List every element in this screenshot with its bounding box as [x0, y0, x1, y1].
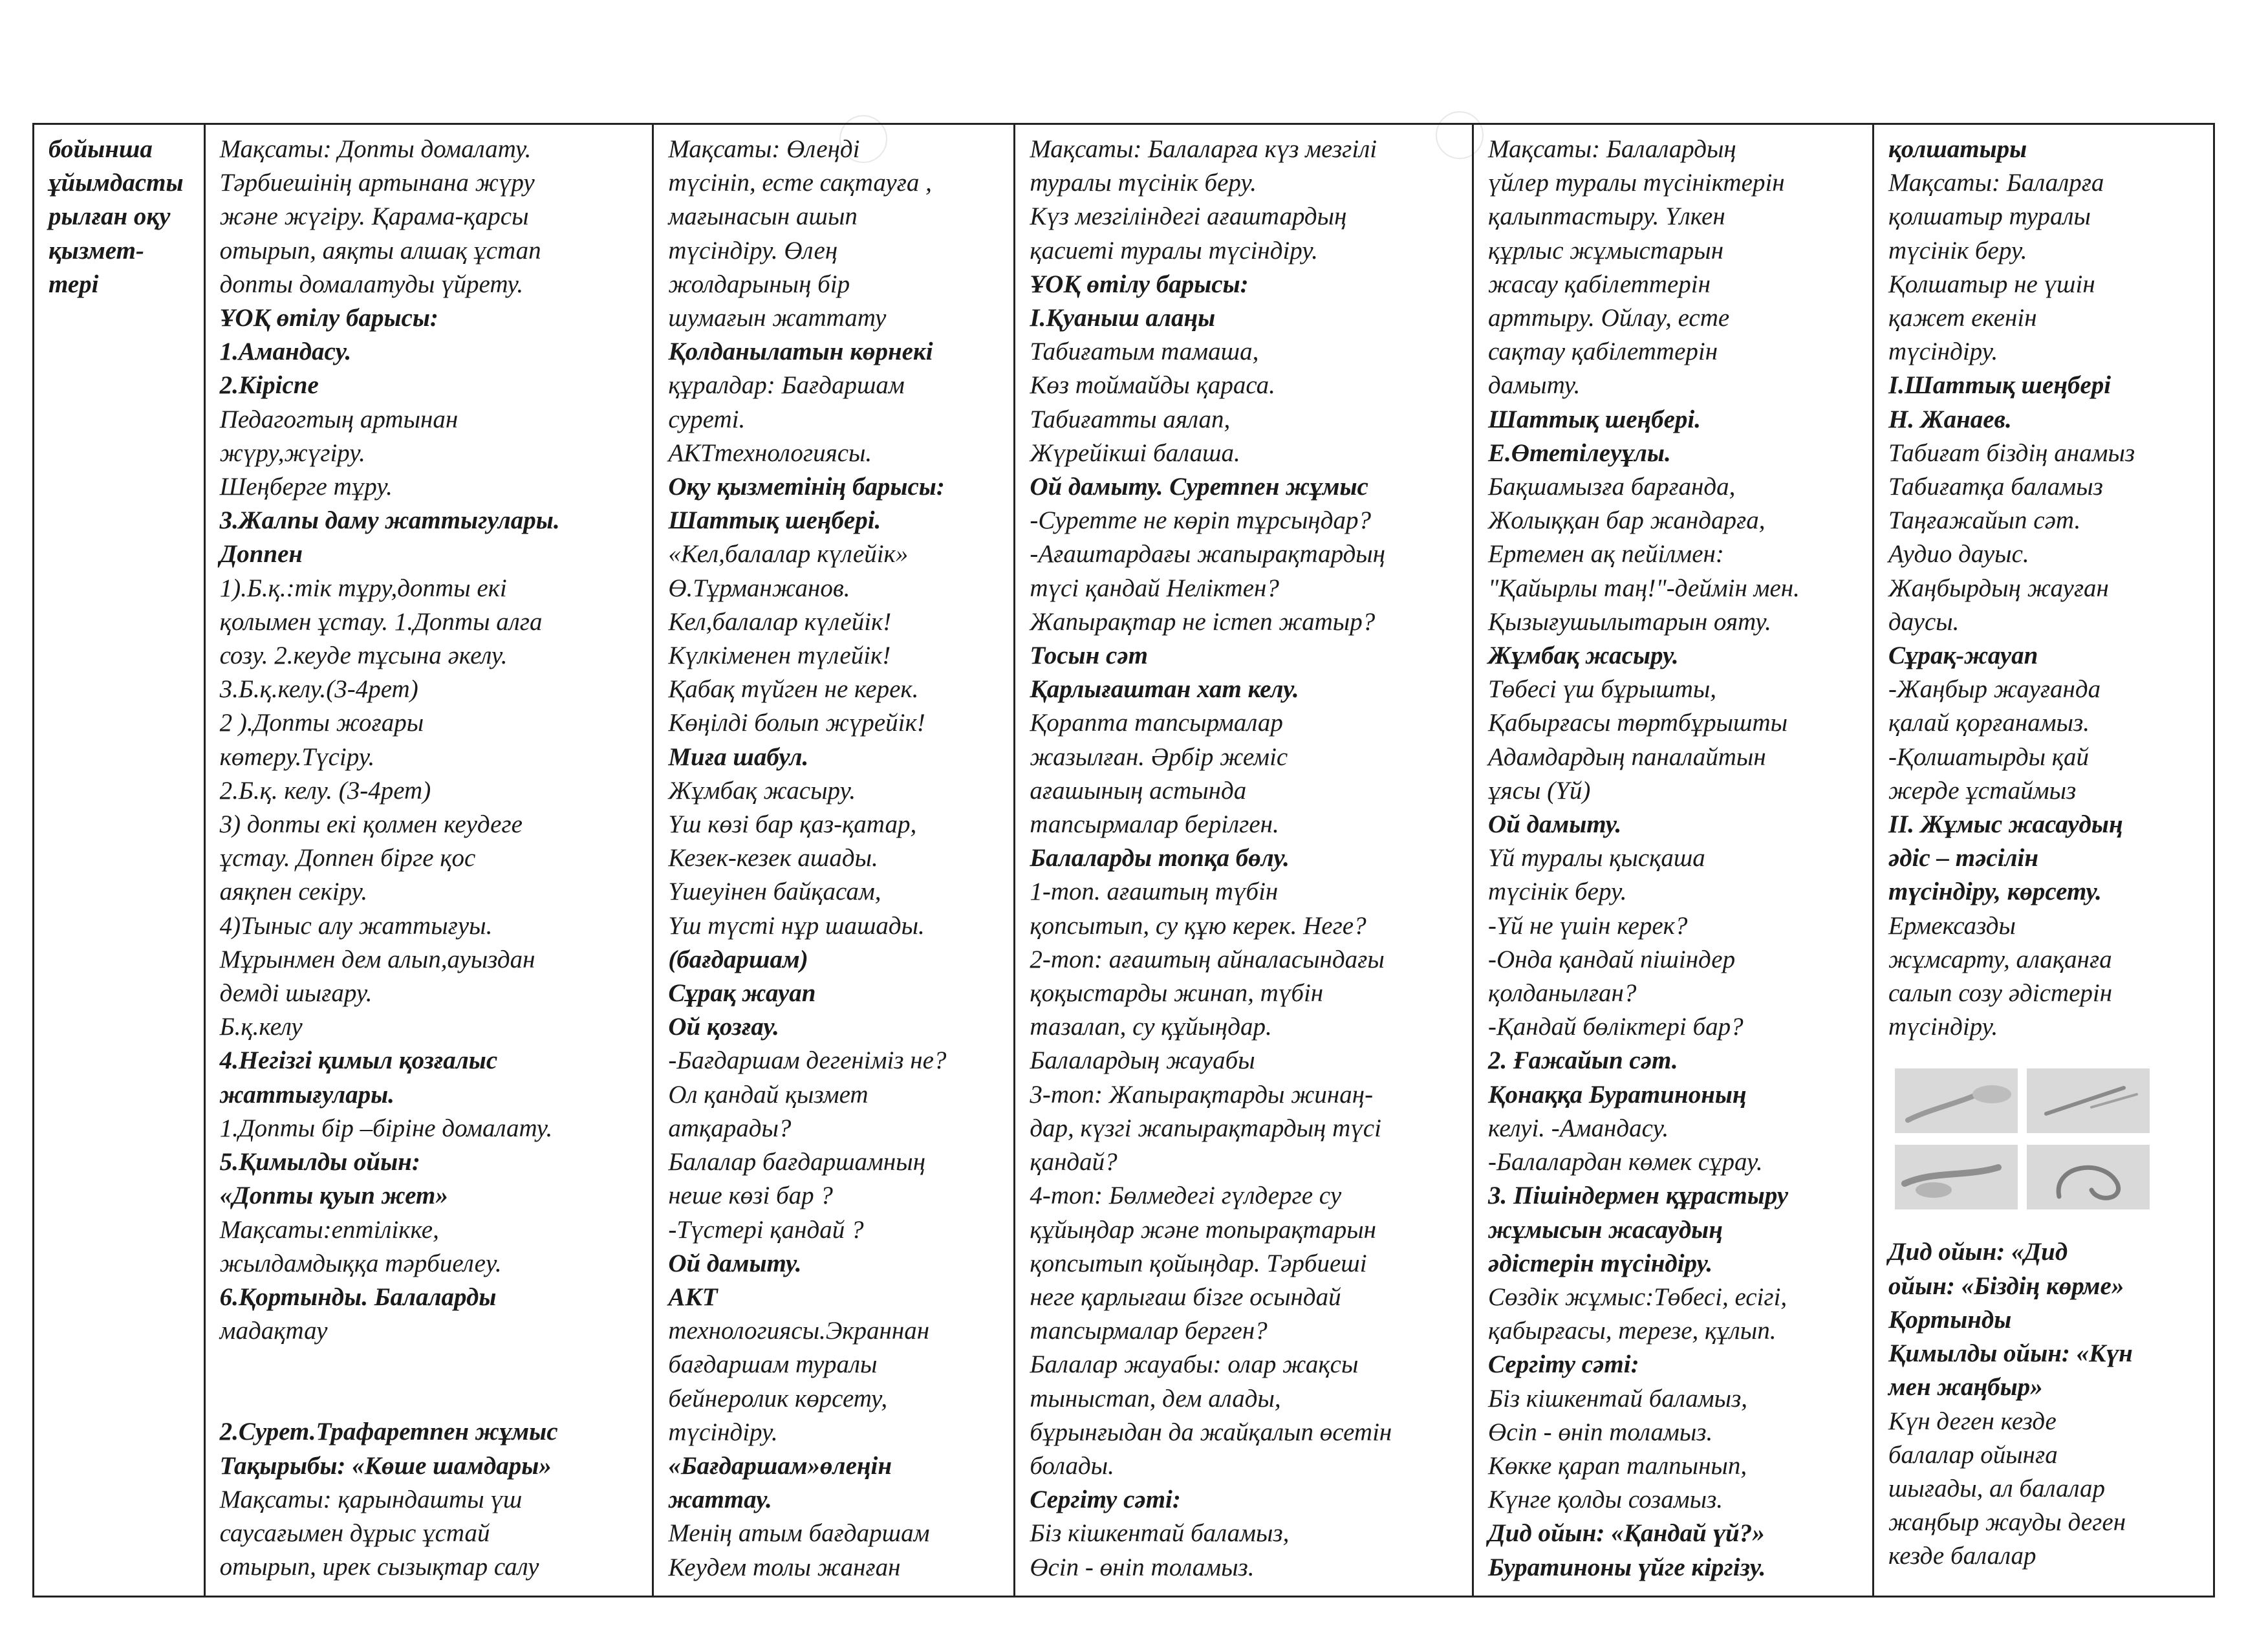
text-line: болады.	[1030, 1451, 1114, 1480]
bold-text-line: 6.Қортынды. Балаларды	[219, 1283, 497, 1311]
text-line: суреті.	[668, 405, 746, 433]
text-line: тапсырмалар берілген.	[1030, 810, 1279, 839]
text-line: Мақсаты: Балаларға күз мезгілі	[1030, 135, 1377, 163]
text-line: 1).Б.қ.:тік тұру,допты екі	[219, 574, 507, 602]
text-line: тапсырмалар берген?	[1030, 1317, 1268, 1345]
text-line: демді шығару.	[219, 979, 373, 1008]
bold-text-line: Ой дамыту.	[1488, 810, 1622, 839]
bold-text-line: Буратиноны үйге кіргізу.	[1488, 1553, 1766, 1581]
text-line: Үш көзі бар қаз-қатар,	[668, 810, 917, 839]
text-line: түсіндіру.	[1888, 338, 1998, 366]
bold-text-line: Шаттық шеңбері.	[668, 506, 881, 535]
text-line: және жүгіру. Қарама-қарсы	[219, 202, 529, 231]
bold-text-line: 2.Сурет.Трафаретпен жұмыс	[219, 1418, 558, 1446]
bold-text-line: Қортынды	[1888, 1305, 2012, 1334]
text-line: Кел,балалар күлейік!	[668, 607, 892, 636]
text-line: дар, күзгі жапырақтардың түсі	[1030, 1114, 1381, 1142]
friday-column	[1874, 125, 2213, 1596]
bold-text-line: Миға шабул.	[668, 742, 809, 771]
text-line: Аудио дауыс.	[1888, 540, 2029, 568]
text-line: Балалар бағдаршамның	[668, 1148, 926, 1176]
text-line: бағдаршам туралы	[668, 1350, 878, 1379]
text-line: Ө.Тұрманжанов.	[668, 574, 850, 602]
text-line: отырып, аяқты алшақ ұстап	[219, 236, 541, 265]
text-line: Көз тоймайды қараса.	[1030, 371, 1275, 400]
text-line: қабырғасы, терезе, құлып.	[1488, 1317, 1777, 1345]
text-line: -Жаңбыр жауғанда	[1888, 675, 2101, 704]
text-line: жаңбыр жауды деген	[1888, 1508, 2126, 1537]
text-line: 4-топ: Бөлмедегі гүлдерге су	[1030, 1182, 1342, 1210]
text-line: Өсіп - өніп толамыз.	[1488, 1418, 1713, 1446]
text-line: қолшатыр туралы	[1888, 202, 2091, 231]
bold-text-line: ұйымдасты	[49, 169, 184, 197]
text-line: қалай қорғанамыз.	[1888, 709, 2090, 737]
text-line: Табиғатым тамаша,	[1030, 338, 1259, 366]
bold-text-line: Балаларды топқа бөлу.	[1030, 844, 1290, 872]
text-line: Қорапта тапсырмалар	[1030, 709, 1283, 737]
text-line: жұмсарту, алақанға	[1888, 945, 2112, 973]
text-line: -Түстері қандай ?	[668, 1215, 864, 1244]
text-line: неше көзі бар ?	[668, 1182, 833, 1210]
bold-text-line: қызмет-	[49, 236, 144, 265]
text-line: Кезек-кезек ашады.	[668, 844, 878, 872]
text-line: Табиғат біздің анамыз	[1888, 439, 2135, 467]
text-line: Өсіп - өніп толамыз.	[1030, 1553, 1255, 1581]
text-line: Қабақ түйген не керек.	[668, 675, 919, 704]
bold-text-line: 3.Жалпы даму жаттыгулары.	[219, 506, 560, 535]
text-line: Мақсаты: қарындашты үш	[219, 1485, 523, 1513]
text-line: Көкке қарап талпынып,	[1488, 1451, 1747, 1480]
bold-text-line: Сергіту сәті:	[1488, 1350, 1639, 1379]
text-line: шумағын жаттату	[668, 304, 887, 332]
bold-text-line: (бағдаршам)	[668, 945, 808, 973]
bold-text-line: әдіс – тәсілін	[1888, 844, 2039, 872]
bold-text-line: Ой дамыту.	[668, 1249, 802, 1277]
text-line: Үш түсті нұр шашады.	[668, 911, 925, 940]
bold-text-line: Ой қозғау.	[668, 1013, 779, 1041]
bold-text-line: Тақырыбы: «Көше шамдары»	[219, 1451, 552, 1480]
text-line: Мақсаты: Өлеңді	[668, 135, 860, 163]
text-line: келуі. -Амандасу.	[1488, 1114, 1669, 1142]
text-line: көтеру.Түсіру.	[219, 742, 375, 771]
friday-bottom-text	[1888, 1235, 2201, 1573]
text-line: қоқыстарды жинап, түбін	[1030, 979, 1324, 1008]
text-line: Жапырақтар не істеп жатыр?	[1030, 607, 1376, 636]
text-line: Қызығушылытарын ояту.	[1488, 607, 1771, 636]
wednesday-column	[1015, 125, 1474, 1596]
text-line: Күлкіменен түлейік!	[668, 642, 891, 670]
text-line: 3-топ: Жапырақтарды жинаң-	[1030, 1080, 1374, 1109]
bold-text-line: Жұмбақ жасыру.	[1488, 642, 1679, 670]
text-line: сақтау қабілеттерін	[1488, 338, 1718, 366]
bold-text-line: І.Қуаныш алаңы	[1030, 304, 1216, 332]
text-line: түсінік беру.	[1488, 878, 1627, 906]
text-line: Қабырғасы төртбұрышты	[1488, 709, 1788, 737]
bold-text-line: Е.Өтетілеуұлы.	[1488, 439, 1671, 467]
text-line: Біз кішкентай баламыз,	[1030, 1519, 1290, 1548]
text-line: Сөздік жұмыс:Төбесі, есігі,	[1488, 1283, 1787, 1311]
text-line: -Ағаштардағы жапырақтардың	[1030, 540, 1386, 568]
text-line: Көңілді болып жүрейік!	[668, 709, 925, 737]
bold-text-line: Дид ойын: «Дид	[1888, 1238, 2068, 1266]
text-line: түсініп, есте сақтауға ,	[668, 169, 932, 197]
text-line: АКТтехнологиясы.	[668, 439, 872, 467]
text-line: Қолшатыр не үшін	[1888, 270, 2095, 298]
bold-text-line: Сергіту сәті:	[1030, 1486, 1181, 1514]
text-line: 2-топ: ағаштың айналасындағы	[1030, 945, 1385, 973]
text-line: Адамдардың паналайтын	[1488, 742, 1766, 771]
bold-text-line: Ой дамыту. Суретпен жұмыс	[1030, 473, 1368, 501]
text-line: бейнеролик көрсету,	[668, 1384, 888, 1413]
text-line: тазалап, су құйыңдар.	[1030, 1013, 1272, 1041]
spacer	[220, 1348, 641, 1415]
text-line: 1-топ. ағаштың түбін	[1030, 878, 1279, 906]
text-line: тыныстап, дем алады,	[1030, 1384, 1281, 1413]
text-line: ұстау. Доппен бірге қос	[219, 844, 476, 872]
text-line: қажет екенін	[1888, 304, 2037, 332]
lesson-plan-table	[32, 123, 2215, 1597]
text-line: 2.Б.қ. келу. (3-4рет)	[219, 776, 431, 805]
text-line: жылдамдыққа тәрбиелеу.	[219, 1249, 502, 1277]
text-line: 4)Тыныс алу жаттығуы.	[219, 911, 493, 940]
text-line: Ертемен ақ пейілмен:	[1488, 540, 1724, 568]
text-line: қолымен ұстау. 1.Допты алга	[219, 607, 543, 636]
text-line: қолданылған?	[1488, 979, 1637, 1008]
text-line: Үй туралы қысқаша	[1488, 844, 1705, 872]
text-line: Мақсаты:ептілікке,	[219, 1215, 439, 1244]
bold-text-line: 2.Кіріспе	[219, 371, 319, 400]
text-line: Бақшамызға барғанда,	[1488, 473, 1736, 501]
text-line: шығады, ал балалар	[1888, 1474, 2105, 1502]
text-line: -Үй не үшін керек?	[1488, 911, 1688, 940]
text-line: Жүрейікші балаша.	[1030, 439, 1240, 467]
text-line: құрлыс жұмыстарын	[1488, 236, 1724, 265]
text-line: жолдарының бір	[668, 270, 850, 298]
bold-text-line: «Бағдаршам»өлеңін	[668, 1451, 892, 1480]
bold-text-line: 3. Пішіндермен құрастыру	[1488, 1182, 1789, 1210]
text-line: -Қандай бөліктері бар?	[1488, 1013, 1744, 1041]
text-line: кезде балалар	[1888, 1542, 2036, 1570]
bold-text-line: І.Шаттық шеңбері	[1888, 371, 2111, 400]
text-line: түсінік беру.	[1888, 236, 2027, 265]
bold-text-line: ІІ. Жұмыс жасаудың	[1888, 810, 2123, 839]
text-line: Балалар жауабы: олар жақсы	[1030, 1350, 1359, 1379]
text-line: Шеңберге тұру.	[219, 473, 393, 501]
text-line: даусы.	[1888, 607, 1960, 636]
text-line: арттыру. Ойлау, есте	[1488, 304, 1730, 332]
text-line: 3) допты екі қолмен кеудеге	[219, 810, 523, 839]
text-line: жерде ұстаймыз	[1888, 776, 2077, 805]
bold-text-line: Қонаққа Буратиноның	[1488, 1080, 1747, 1109]
text-line: мадақтау	[219, 1317, 328, 1345]
bold-text-line: Қарлығаштан хат келу.	[1030, 675, 1299, 704]
text-line: қасиеті туралы түсіндіру.	[1030, 236, 1318, 265]
bold-text-line: түсіндіру, көрсету.	[1888, 878, 2102, 906]
bold-text-line: Сұрақ жауап	[668, 979, 816, 1008]
text-line: атқарады?	[668, 1114, 792, 1142]
bold-text-line: Доппен	[219, 540, 303, 568]
text-line: құралдар: Бағдаршам	[668, 371, 905, 400]
text-line: Мақсаты: Балалардың	[1488, 135, 1736, 163]
text-line: қандай?	[1030, 1148, 1118, 1176]
bold-text-line: 4.Негізгі қимыл қозғалыс	[219, 1046, 498, 1075]
text-line: Мақсаты: Балалрға	[1888, 169, 2104, 197]
bold-text-line: әдістерін түсіндіру.	[1488, 1249, 1713, 1277]
text-line: құйыңдар және топырақтарын	[1030, 1215, 1377, 1244]
text-line: дамыту.	[1488, 371, 1581, 400]
text-line: Төбесі үш бұрышты,	[1488, 675, 1717, 704]
bold-text-line: жаттығулары.	[219, 1080, 394, 1109]
bold-text-line: ҰОҚ өтілу барысы:	[219, 304, 438, 332]
text-line: -Бағдаршам дегеніміз не?	[668, 1046, 947, 1075]
text-line: Күнге қолды созамыз.	[1488, 1486, 1723, 1514]
text-line: түсіндіру.	[1888, 1013, 1998, 1041]
row-header-column	[34, 125, 206, 1596]
bold-text-line: 2. Ғажайып сәт.	[1488, 1046, 1678, 1075]
text-line: отырып, ирек сызықтар салу	[219, 1553, 539, 1581]
plasticine-step-2-image	[2027, 1068, 2150, 1133]
text-line: технологиясы.Экраннан	[668, 1317, 930, 1345]
text-line: мағынасын ашып	[668, 202, 858, 231]
text-line: созу. 2.кеуде тұсына әкелу.	[219, 642, 508, 670]
text-line: Жолыққан бар жандарға,	[1488, 506, 1766, 535]
bold-text-line: Н. Жанаев.	[1888, 405, 2012, 433]
text-line: түсіндіру.	[668, 1418, 778, 1446]
bold-text-line: ҰОҚ өтілу барысы:	[1030, 270, 1249, 298]
text-line: Тәрбиешінің артынана жүру	[219, 169, 535, 197]
text-line: 1.Допты бір –біріне домалату.	[219, 1114, 553, 1142]
monday-column	[206, 125, 654, 1596]
bold-text-line: Тосын сәт	[1030, 642, 1148, 670]
text-line: Табиғатты аялап,	[1030, 405, 1231, 433]
text-line: 2 ).Допты жоғары	[219, 709, 424, 737]
bold-text-line: рылған оқу	[49, 202, 171, 231]
bold-text-line: мен жаңбыр»	[1888, 1373, 2043, 1402]
text-line: «Кел,балалар күлейік»	[668, 540, 909, 568]
text-line: Таңғажайып сәт.	[1888, 506, 2081, 535]
text-line: ұясы (Үй)	[1488, 776, 1591, 805]
text-line: Табиғатқа баламыз	[1888, 473, 2103, 501]
text-line: "Қайырлы таң!"-деймін мен.	[1488, 574, 1800, 602]
plasticine-pictures	[1895, 1068, 2201, 1209]
bold-text-line: Шаттық шеңбері.	[1488, 405, 1701, 433]
text-line: ағашының астында	[1030, 776, 1247, 805]
text-line: Педагогтың артынан	[219, 405, 459, 433]
text-line: Біз кішкентай баламыз,	[1488, 1384, 1748, 1413]
text-line: саусағымен дұрыс ұстай	[219, 1519, 490, 1547]
friday-top-text	[1888, 133, 2201, 1044]
text-line: неге қарлығаш бізге осындай	[1030, 1283, 1341, 1311]
bold-text-line: Қолданылатын көрнекі	[668, 338, 933, 366]
text-line: салып созу әдістерін	[1888, 979, 2113, 1008]
text-line: аяқпен секіру.	[219, 878, 368, 906]
text-line: бұрынғыдан да жайқалып өсетін	[1030, 1418, 1392, 1446]
plasticine-step-3-image	[1895, 1145, 2018, 1209]
bold-text-line: тері	[49, 270, 99, 298]
bold-text-line: ойын: «Біздің көрме»	[1888, 1272, 2124, 1300]
bold-text-line: бойынша	[49, 135, 153, 163]
text-line: түсі қандай Неліктен?	[1030, 574, 1279, 602]
bold-text-line: АКТ	[668, 1283, 718, 1311]
text-line: Кеудем толы жанған	[668, 1553, 901, 1581]
bold-text-line: Сұрақ-жауап	[1888, 642, 2038, 670]
text-line: жүру,жүгіру.	[219, 439, 365, 467]
bold-text-line: «Допты қуып жет»	[219, 1182, 448, 1210]
text-line: Менің атым бағдаршам	[668, 1519, 930, 1548]
text-line: Күз мезгіліндегі ағаштардың	[1030, 202, 1347, 231]
text-line: туралы түсінік беру.	[1030, 169, 1257, 197]
text-line: -Суретте не көріп тұрсыңдар?	[1030, 506, 1372, 535]
bold-text-line: жаттау.	[668, 1486, 772, 1514]
text-line: Үшеуінен байқасам,	[668, 878, 881, 906]
text-line: жазылған. Әрбір жеміс	[1030, 742, 1288, 771]
text-line: допты домалатуды үйрету.	[219, 270, 524, 298]
thursday-column	[1474, 125, 1874, 1596]
text-line: Мұрынмен дем алып,ауыздан	[219, 945, 535, 973]
text-line: Ол қандай қызмет	[668, 1080, 869, 1109]
plasticine-step-1-image	[1895, 1068, 2018, 1133]
bold-text-line: жұмысын жасаудың	[1488, 1215, 1723, 1244]
text-line: Күн деген кезде	[1888, 1407, 2057, 1435]
text-line: Ермексазды	[1888, 911, 2016, 940]
bold-text-line: Оқу қызметінің барысы:	[668, 473, 945, 501]
text-line: -Онда қандай пішіндер	[1488, 945, 1736, 973]
tuesday-column	[654, 125, 1015, 1596]
text-line: қалыптастыру. Үлкен	[1488, 202, 1725, 231]
text-line: -Балалардан көмек сұрау.	[1488, 1148, 1763, 1176]
bold-text-line: 5.Қимылды ойын:	[219, 1148, 420, 1176]
text-line: Жаңбырдың жауған	[1888, 574, 2109, 602]
text-line: қопсытып, су құю керек. Неге?	[1030, 911, 1366, 940]
text-line: Жұмбақ жасыру.	[668, 776, 856, 805]
bold-text-line: қолшатыры	[1888, 135, 2027, 163]
text-line: -Қолшатырды қай	[1888, 742, 2089, 771]
text-line: қопсытып қойыңдар. Тәрбиеші	[1030, 1249, 1367, 1277]
text-line: 3.Б.қ.келу.(3-4рет)	[219, 675, 418, 704]
text-line: балалар ойынға	[1888, 1440, 2058, 1469]
bold-text-line: Қимылды ойын: «Күн	[1888, 1339, 2133, 1368]
text-line: Б.қ.келу	[219, 1013, 303, 1041]
text-line: Мақсаты: Допты домалату.	[219, 135, 532, 163]
bold-text-line: Дид ойын: «Қандай үй?»	[1488, 1519, 1765, 1548]
bold-text-line: 1.Амандасу.	[219, 338, 352, 366]
text-line: жасау қабілеттерін	[1488, 270, 1711, 298]
text-line: үйлер туралы түсініктерін	[1488, 169, 1785, 197]
plasticine-step-4-image	[2027, 1145, 2150, 1209]
text-line: түсіндіру. Өлең	[668, 236, 838, 265]
text-line: Балалардың жауабы	[1030, 1046, 1255, 1075]
